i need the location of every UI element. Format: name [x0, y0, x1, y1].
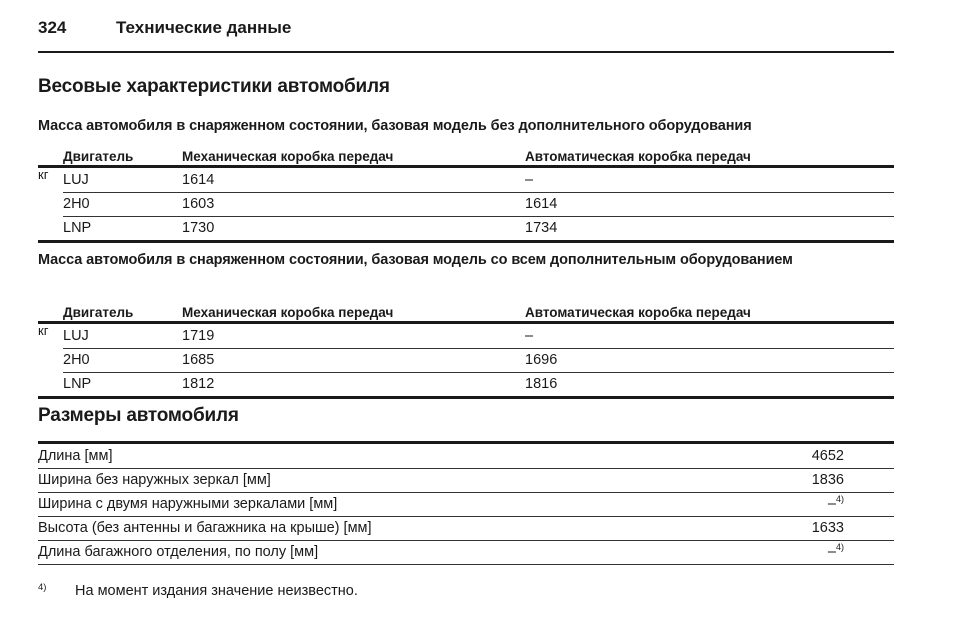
table-row [63, 348, 894, 372]
cell-engine: LUJ [63, 328, 89, 344]
footnote-marker: 4) [836, 494, 844, 505]
page-number: 324 [38, 18, 67, 37]
cell-manual: 1812 [182, 376, 215, 392]
cell-automatic: – [525, 172, 534, 188]
value-text: 1836 [811, 472, 844, 488]
section-title-weights: Весовые характеристики автомобиля [38, 76, 390, 97]
cell-automatic: – [525, 328, 534, 344]
cell-dimension-label: Ширина без наружных зеркал [мм] [38, 472, 271, 488]
table-row [63, 216, 894, 240]
table-row [38, 444, 894, 468]
cell-automatic: 1614 [525, 196, 558, 212]
table-rule [38, 468, 894, 469]
table-row [38, 492, 894, 516]
column-header-automatic: Автоматическая коробка передач [525, 305, 751, 320]
cell-engine: LUJ [63, 172, 89, 188]
table-rule-top [38, 441, 894, 444]
cell-automatic: 1734 [525, 220, 558, 236]
cell-manual: 1603 [182, 196, 215, 212]
table-rule-bottom [38, 240, 894, 243]
cell-manual: 1730 [182, 220, 215, 236]
footnote-marker: 4) [38, 582, 47, 593]
column-header-automatic: Автоматическая коробка передач [525, 149, 751, 164]
subsection-title-1: Масса автомобиля в снаряженном состоянии, базовая модель без дополнительного оборудования [38, 118, 752, 134]
table-rule [38, 540, 894, 541]
header-title: Технические данные [116, 18, 292, 37]
table-rule [38, 492, 894, 493]
value-text: – [827, 496, 836, 512]
cell-dimension-value [828, 496, 894, 512]
column-header-engine: Двигатель [63, 305, 134, 320]
cell-automatic: 1816 [525, 376, 558, 392]
cell-engine: 2H0 [63, 352, 90, 368]
dimensions-table [38, 441, 894, 564]
cell-engine: LNP [63, 376, 92, 392]
weights-table-2 [38, 300, 894, 396]
column-header-engine: Двигатель [63, 149, 134, 164]
cell-automatic: 1696 [525, 352, 558, 368]
cell-dimension-value [812, 520, 894, 536]
cell-dimension-label: Длина багажного отделения, по полу [мм] [38, 544, 319, 560]
subsection-title-2: Масса автомобиля в снаряженном состоянии, базовая модель со всем дополнительным оборудованием [38, 252, 793, 268]
cell-dimension-value [828, 544, 894, 560]
footnote [38, 583, 358, 599]
table-header-row [63, 144, 894, 165]
cell-dimension-label: Ширина с двумя наружными зеркалами [мм] [38, 496, 338, 512]
cell-manual: 1685 [182, 352, 215, 368]
cell-engine: LNP [63, 220, 92, 236]
cell-manual: 1614 [182, 172, 215, 188]
cell-engine: 2H0 [63, 196, 90, 212]
footnote-text: На момент издания значение неизвестно. [75, 583, 358, 599]
table-rule-bottom [38, 564, 894, 565]
table-rule-bottom [38, 396, 894, 399]
table-row [63, 372, 894, 396]
unit-label-kg-1: кг [38, 167, 49, 182]
footnote-marker: 4) [836, 542, 844, 553]
table-row [63, 168, 894, 192]
table-row [63, 324, 894, 348]
header-divider [38, 51, 894, 53]
table-row [63, 192, 894, 216]
table-header-row [63, 300, 894, 321]
table-rule [38, 516, 894, 517]
table-row [38, 468, 894, 492]
cell-dimension-value [812, 472, 894, 488]
column-header-manual: Механическая коробка передач [182, 305, 394, 320]
value-text: 4652 [811, 448, 844, 464]
weights-table-1 [38, 144, 894, 240]
cell-dimension-value [812, 448, 894, 464]
cell-manual: 1719 [182, 328, 215, 344]
value-text: – [827, 544, 836, 560]
section-title-dimensions: Размеры автомобиля [38, 405, 239, 426]
unit-label-kg-2: кг [38, 323, 49, 338]
cell-dimension-label: Длина [мм] [38, 448, 113, 464]
column-header-manual: Механическая коробка передач [182, 149, 394, 164]
cell-dimension-label: Высота (без антенны и багажника на крыше) [мм] [38, 520, 372, 536]
table-row [38, 516, 894, 540]
value-text: 1633 [811, 520, 844, 536]
table-row [38, 540, 894, 564]
page-header [38, 18, 894, 38]
